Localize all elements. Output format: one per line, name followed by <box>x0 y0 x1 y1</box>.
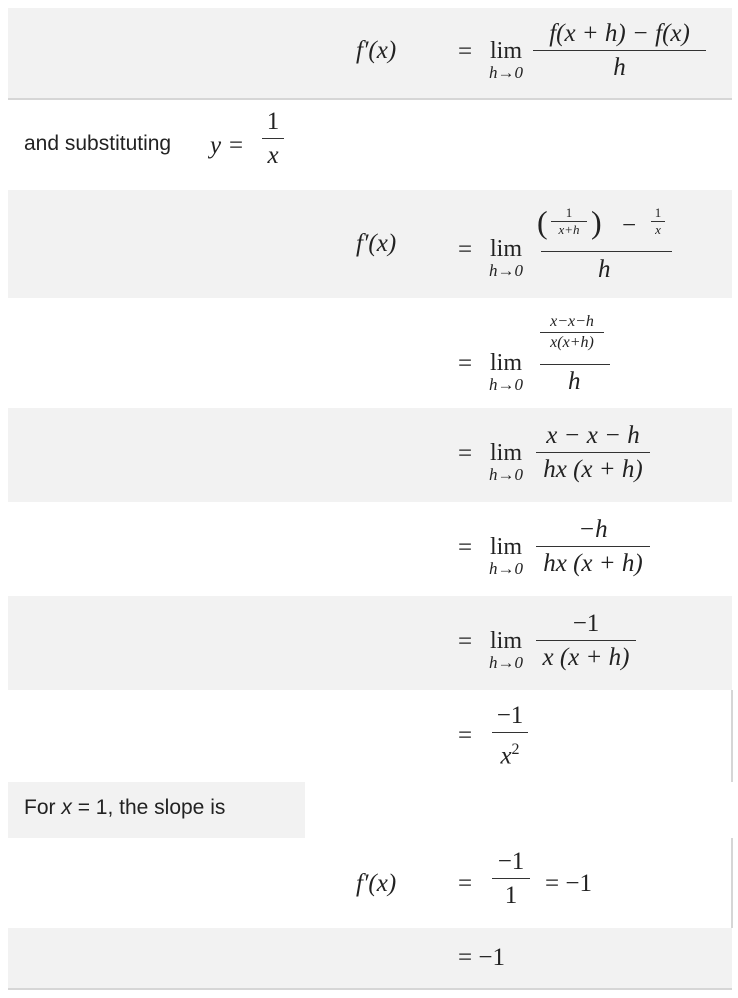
derivative-lhs: f′(x) <box>356 870 397 897</box>
limit-word: lim <box>489 534 522 560</box>
step-1-row <box>8 190 732 298</box>
close-paren: ) <box>591 204 602 240</box>
fraction-denominator: x (x + h) <box>542 644 630 672</box>
open-paren: ( <box>537 204 548 240</box>
step-6-row <box>8 690 732 782</box>
inner-fraction <box>540 312 604 353</box>
limit-subscript: h→0 <box>489 261 523 280</box>
slope-text: For x = 1, the slope is <box>24 796 226 819</box>
limit-operator <box>482 236 530 280</box>
fraction-denominator: hx (x + h) <box>543 550 643 578</box>
derivative-lhs: f′(x) <box>356 230 397 257</box>
step-5-row <box>8 596 732 690</box>
substitution-text: and substituting <box>24 132 172 155</box>
inner-numerator: 1 <box>565 205 573 220</box>
fraction-numerator: 1 <box>266 108 280 135</box>
limit-word: lim <box>489 440 522 466</box>
final-result-row <box>8 928 732 988</box>
limit-subscript: h→0 <box>489 375 523 394</box>
inner-denominator: x+h <box>558 222 580 237</box>
limit-subscript: h→0 <box>489 653 523 672</box>
limit-operator <box>482 440 530 484</box>
fraction-numerator: −h <box>578 516 608 543</box>
fraction-denominator: 1 <box>504 882 518 910</box>
limit-subscript: h→0 <box>489 465 523 484</box>
small-numerator: 1 <box>654 205 662 220</box>
fraction-numerator: f(x + h) − f(x) <box>549 20 690 47</box>
simplified-fraction <box>536 514 650 581</box>
equals-sign: = <box>458 350 473 377</box>
limit-word: lim <box>489 236 522 262</box>
one-over-x-fraction <box>262 106 284 173</box>
equals-sign: = <box>458 870 473 897</box>
inner-fraction <box>551 205 587 238</box>
substitution-variable: y = <box>210 132 245 159</box>
main-fraction-bar <box>541 251 672 252</box>
fraction-denominator: h <box>598 256 611 283</box>
fraction-denominator: h <box>613 54 626 82</box>
column-divider <box>731 690 733 782</box>
denominator-exponent: 2 <box>511 741 520 759</box>
denominator-base: x <box>500 742 512 770</box>
limit-operator <box>482 38 530 82</box>
substitution-row <box>8 100 732 190</box>
final-result: = −1 <box>458 944 505 971</box>
slope-statement <box>8 782 305 838</box>
derivative-lhs: f′(x) <box>356 37 397 64</box>
inner-numerator: x−x−h <box>550 313 594 330</box>
final-evaluation-row <box>8 838 732 928</box>
small-fraction <box>651 205 665 238</box>
limit-word: lim <box>489 350 522 376</box>
equals-sign: = <box>458 722 473 749</box>
fraction-denominator <box>492 733 528 773</box>
column-divider <box>731 838 733 928</box>
bottom-border <box>8 988 732 990</box>
fraction-denominator: h <box>568 368 581 395</box>
fraction-numerator: −1 <box>496 702 524 729</box>
limit-operator <box>482 628 530 672</box>
small-denominator: x <box>655 222 661 237</box>
minus-sign: − <box>622 212 637 239</box>
simplified-fraction <box>536 420 650 487</box>
limit-operator <box>482 534 530 578</box>
step-3-row <box>8 408 732 502</box>
definition-row <box>8 8 732 98</box>
result-fraction <box>492 700 528 774</box>
fraction-numerator: x − x − h <box>546 422 640 449</box>
limit-subscript: h→0 <box>489 63 523 82</box>
limit-word: lim <box>489 628 522 654</box>
simplified-fraction <box>536 608 636 675</box>
equals-sign: = <box>458 38 473 65</box>
equals-sign: = <box>458 236 473 263</box>
slope-variable: x <box>61 796 72 819</box>
main-fraction-bar <box>540 364 610 365</box>
equals-sign: = <box>458 440 473 467</box>
limit-subscript: h→0 <box>489 559 523 578</box>
step-4-row <box>8 502 732 596</box>
limit-word: lim <box>489 38 522 64</box>
evaluated-fraction <box>492 846 530 913</box>
equals-sign: = <box>458 534 473 561</box>
step-2-row <box>8 298 732 408</box>
evaluation-result: = −1 <box>545 870 592 897</box>
difference-quotient <box>533 18 706 85</box>
fraction-numerator: −1 <box>572 610 600 637</box>
inner-denominator: x(x+h) <box>550 334 594 351</box>
fraction-denominator: x <box>267 142 279 170</box>
fraction-numerator: −1 <box>497 848 525 875</box>
limit-operator <box>482 350 530 394</box>
fraction-denominator: hx (x + h) <box>543 456 643 484</box>
equals-sign: = <box>458 628 473 655</box>
